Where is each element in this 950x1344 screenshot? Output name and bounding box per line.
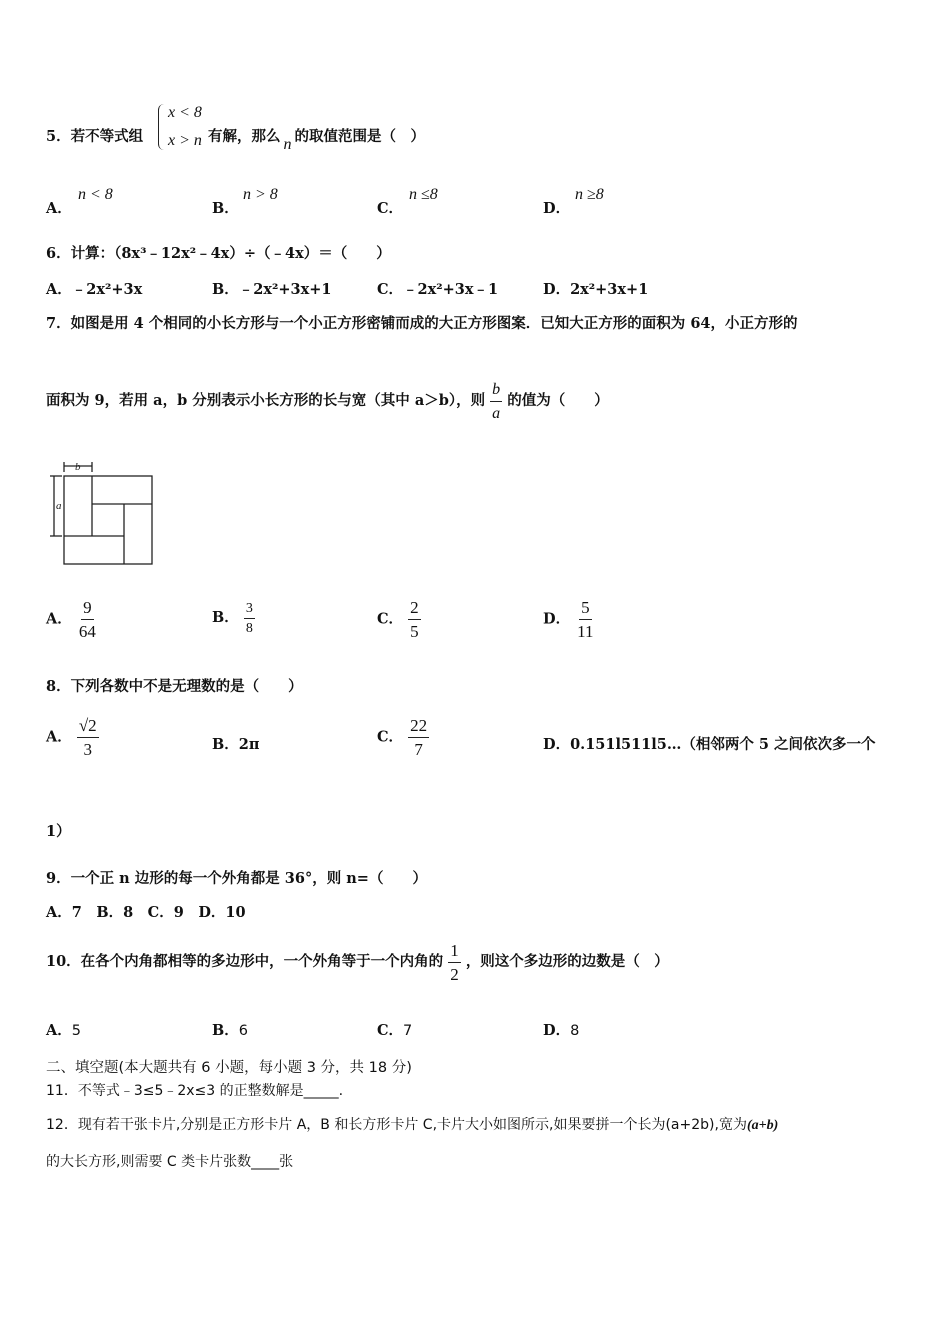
q8-option-c: C． $\frac{22}{7}$ [377, 716, 428, 759]
q9-line: 9．一个正 n 边形的每一个外角都是 36°，则 n=（ ） [46, 870, 427, 887]
q6-option-b: B．﹣2x²+3x+1 [212, 281, 332, 298]
q5-sys-row2: x > n [168, 132, 202, 149]
q10-option-d: D．8 [543, 1022, 580, 1039]
q6-option-c: C．﹣2x²+3x﹣1 [377, 281, 499, 298]
q10-prefix: 10．在各个内角都相等的多边形中，一个外角等于一个内角的 [46, 953, 444, 970]
q7-fraction [490, 380, 502, 423]
q5-var: n [283, 136, 292, 153]
q10-option-a: A．5 [46, 1022, 81, 1039]
q8-option-b: B．2π [212, 736, 260, 753]
q5-line-rest [208, 128, 425, 153]
q12-line1 [46, 1116, 778, 1135]
q5-mid: 有解，那么 [208, 128, 281, 145]
q5-option-a-expr: n < 8 [78, 186, 113, 203]
q8-option-d: D．0.151l511l5…（相邻两个 5 之间依次多一个 [543, 736, 876, 753]
q7-frac-num: b [490, 380, 502, 402]
q8-line: 8．下列各数中不是无理数的是（ ） [46, 678, 303, 695]
q7-line2-suffix: 的值为（ ） [507, 392, 609, 409]
q5-option-b: B． [212, 200, 239, 217]
q5-option-a: A． [46, 200, 72, 217]
q7-option-a: A． $\frac{9}{64}$ [46, 598, 96, 641]
q7-line2 [46, 378, 609, 424]
q9-options: A．7 B．8 C．9 D．10 [46, 904, 246, 921]
section-title: 二、填空题(本大题共有 6 小题，每小题 3 分，共 18 分) [46, 1060, 412, 1076]
q8-option-a: A． $\frac{√2}{3}$ [46, 716, 97, 759]
q7-figure [46, 456, 166, 574]
q5-option-c: C． [377, 200, 404, 217]
q7-option-b: B． $\frac{3}{8}$ [212, 600, 253, 636]
q10-line [46, 940, 669, 984]
q10-suffix: ，则这个多边形的边数是（ ） [465, 953, 669, 970]
q5-suffix: 的取值范围是（ ） [294, 128, 425, 145]
figure-label-a: a [56, 500, 62, 512]
q5-line [46, 128, 143, 146]
q5-prefix: 5． [46, 128, 71, 145]
q12-line2: 的大长方形,则需要 C 类卡片张数____张 [46, 1154, 294, 1170]
figure-label-b: b [75, 461, 81, 473]
q10-option-b: B．6 [212, 1022, 248, 1039]
q5-option-d: D． [543, 200, 571, 217]
brace-icon [158, 104, 165, 150]
q10-fraction: $\frac{1}{2}$ [450, 940, 459, 984]
q6-option-a: A．﹣2x²+3x [46, 281, 143, 298]
big-square [64, 476, 152, 564]
q12-line1-end: (a+b) [746, 1118, 779, 1133]
q7-frac-den: a [492, 404, 501, 422]
q10-option-c: C．7 [377, 1022, 413, 1039]
q11-line: 11．不等式﹣3≤5﹣2x≤3 的正整数解是_____. [46, 1083, 344, 1099]
q7-option-d: D． $\frac{5}{11}$ [543, 598, 594, 641]
q7-option-c: C． $\frac{2}{5}$ [377, 598, 419, 641]
q12-line1-prefix: 12．现有若干张卡片,分别是正方形卡片 A，B 和长方形卡片 C,卡片大小如图所示,如果要拼一个长为(a+2b),宽为 [46, 1117, 747, 1133]
q5-option-d-expr: n ≥8 [575, 186, 604, 203]
q8-continuation: 1） [46, 823, 71, 840]
q5-option-c-expr: n ≤8 [409, 186, 438, 203]
q5-sys-row1: x < 8 [168, 104, 202, 121]
q7-line1: 7．如图是用 4 个相同的小长方形与一个小正方形密铺而成的大正方形图案．已知大正方形的面积为 64，小正方形的 [46, 315, 798, 332]
q7-line2-prefix: 面积为 9，若用 a，b 分别表示小长方形的长与宽（其中 a＞b），则 [46, 392, 486, 409]
q5-option-b-expr: n > 8 [243, 186, 278, 203]
q6-option-d: D．2x²+3x+1 [543, 281, 649, 298]
q5-prefix-text: 若不等式组 [70, 128, 144, 145]
q6-line: 6．计算：（8x³﹣12x²﹣4x）÷（﹣4x）＝（ ） [46, 245, 391, 262]
